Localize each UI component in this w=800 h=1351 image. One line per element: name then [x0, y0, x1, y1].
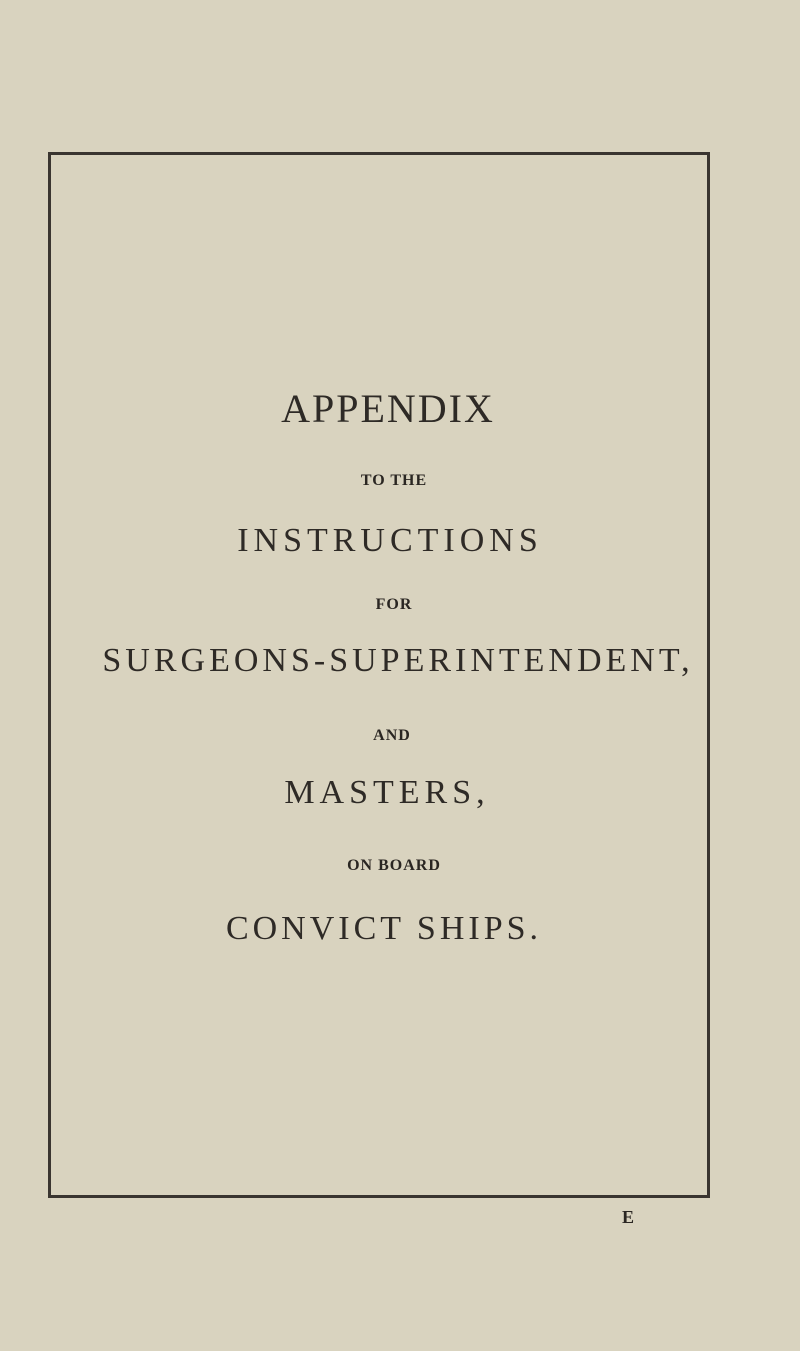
connector-and: AND [373, 727, 411, 744]
heading-surgeons-superintendent: SURGEONS-SUPERINTENDENT, [102, 642, 694, 679]
connector-to-the: TO THE [360, 472, 428, 489]
connector-for: FOR [375, 596, 413, 613]
connector-on-board: ON BOARD [347, 857, 441, 874]
signature-mark: E [622, 1207, 635, 1227]
heading-appendix: APPENDIX [281, 386, 495, 431]
heading-convict-ships: CONVICT SHIPS. [225, 910, 543, 947]
heading-masters: MASTERS, [284, 774, 490, 811]
heading-instructions: INSTRUCTIONS [237, 522, 543, 559]
